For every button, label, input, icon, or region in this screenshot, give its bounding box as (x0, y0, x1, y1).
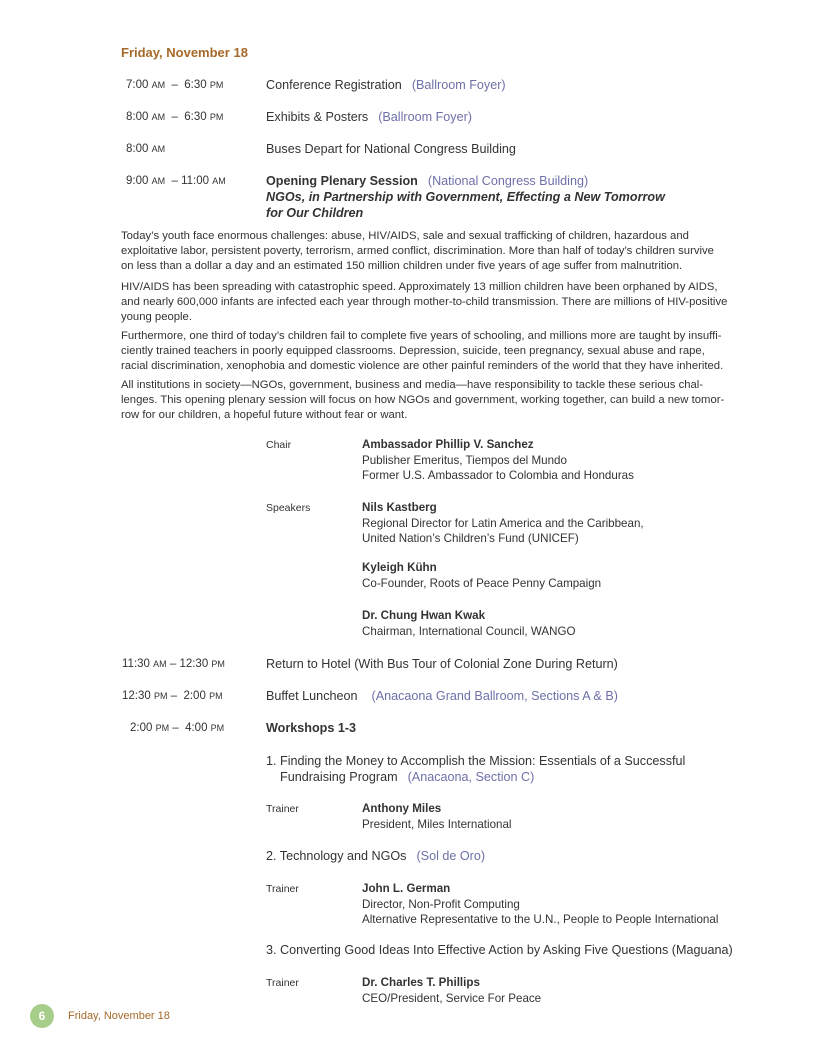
event-location: (Anacaona Grand Ballroom, Sections A & B) (371, 689, 618, 703)
trainer-label: Trainer (266, 883, 299, 895)
workshop-title: 3. Converting Good Ideas Into Effective Action by Asking Five Questions (Maguana) (266, 943, 733, 957)
speaker: Kyleigh Kühn Co-Founder, Roots of Peace Penny Campaign (362, 561, 602, 590)
schedule-event: Exhibits & Posters (Ballroom Foyer) (266, 110, 472, 124)
time-range: 7:00 AM – 6:30 PM (126, 79, 224, 91)
time-range: 8:00 AM (126, 143, 166, 155)
event-location: (Anacaona, Section C) (407, 770, 535, 784)
workshop-title: 1. Finding the Money to Accomplish the Mission: Essentials of a Successful Fundraising Program (Anacaona, Section C) (266, 754, 686, 784)
trainer: John L. German Director, Non-Profit Computing Alternative Representative to the U.N., People to People International (362, 882, 719, 926)
schedule-event: Buses Depart for National Congress Building (266, 142, 516, 156)
trainer: Anthony Miles President, Miles International (362, 802, 512, 831)
paragraph: HIV/AIDS has been spreading with catastrophic speed. Approximately 13 million children have been orphaned by AIDS, and nearly 600,000 infants are infected each year through mother-to-child transmission. There are millions of HIV-positive young people. (121, 281, 728, 323)
time-range: 2:00 PM – 4:00 PM (130, 722, 225, 734)
trainer-label: Trainer (266, 977, 299, 989)
paragraph: Furthermore, one third of today’s children fail to complete five years of schooling, and millions more are taught by insuffi- ciently trained teachers in poorly equipped classrooms. Depression, suicide, teen pregnancy, sexual abuse and rape, racial discrimination, xenophobia and domestic violence are other painful reminders of the world that they have inherited. (121, 330, 724, 372)
event-location: (Sol de Oro) (416, 849, 486, 863)
paragraph: All institutions in society—NGOs, government, business and media—have responsibility to tackle these serious chal- lenges. This opening plenary session will focus on how NGOs and government, working together, can build a new tomor- row for our children, a hopeful future without fear or want. (121, 379, 725, 421)
schedule-event: Opening Plenary Session (National Congress Building) (266, 174, 589, 188)
time-range: 9:00 AM – 11:00 AM (126, 175, 226, 187)
paragraph: Today’s youth face enormous challenges: abuse, HIV/AIDS, sale and sexual trafficking of children, hazardous and exploitative labor, persistent poverty, terrorism, armed conflict, discrimination. More than half of today’s children survive on less than a dollar a day and an estimated 150 million children under five years of age suffer from malnutrition. (121, 230, 714, 272)
time-range: 12:30 PM – 2:00 PM (122, 690, 223, 702)
session-subtitle: NGOs, in Partnership with Government, Effecting a New Tomorrow for Our Children (266, 190, 665, 220)
schedule-event: Buffet Luncheon (Anacaona Grand Ballroom, Sections A & B) (266, 689, 618, 703)
chair-label: Chair (266, 439, 292, 451)
page-number-badge: 6 (30, 1004, 54, 1028)
time-range: 11:30 AM – 12:30 PM (122, 658, 225, 670)
event-location: (National Congress Building) (427, 174, 589, 188)
schedule-event: Return to Hotel (With Bus Tour of Colonial Zone During Return) (266, 657, 618, 671)
event-location: (Ballroom Foyer) (378, 110, 472, 124)
event-location: (Ballroom Foyer) (411, 78, 506, 92)
trainer-label: Trainer (266, 803, 299, 815)
chair-person: Ambassador Phillip V. Sanchez Publisher Emeritus, Tiempos del Mundo Former U.S. Ambassador to Colombia and Honduras (362, 438, 634, 482)
time-range: 8:00 AM – 6:30 PM (126, 111, 224, 123)
speaker: Dr. Chung Hwan Kwak Chairman, International Council, WANGO (362, 609, 576, 638)
workshop-title: 2. Technology and NGOs (Sol de Oro) (266, 849, 486, 863)
speaker: Nils Kastberg Regional Director for Latin America and the Caribbean, United Nation’s Children’s Fund (UNICEF) (362, 501, 644, 545)
schedule-event: Conference Registration (Ballroom Foyer) (266, 78, 506, 92)
speakers-label: Speakers (266, 502, 311, 514)
footer-text: Friday, November 18 (68, 1010, 170, 1022)
trainer: Dr. Charles T. Phillips CEO/President, Service For Peace (362, 976, 542, 1005)
page-heading: Friday, November 18 (121, 45, 248, 60)
schedule-event: Workshops 1-3 (266, 721, 357, 735)
